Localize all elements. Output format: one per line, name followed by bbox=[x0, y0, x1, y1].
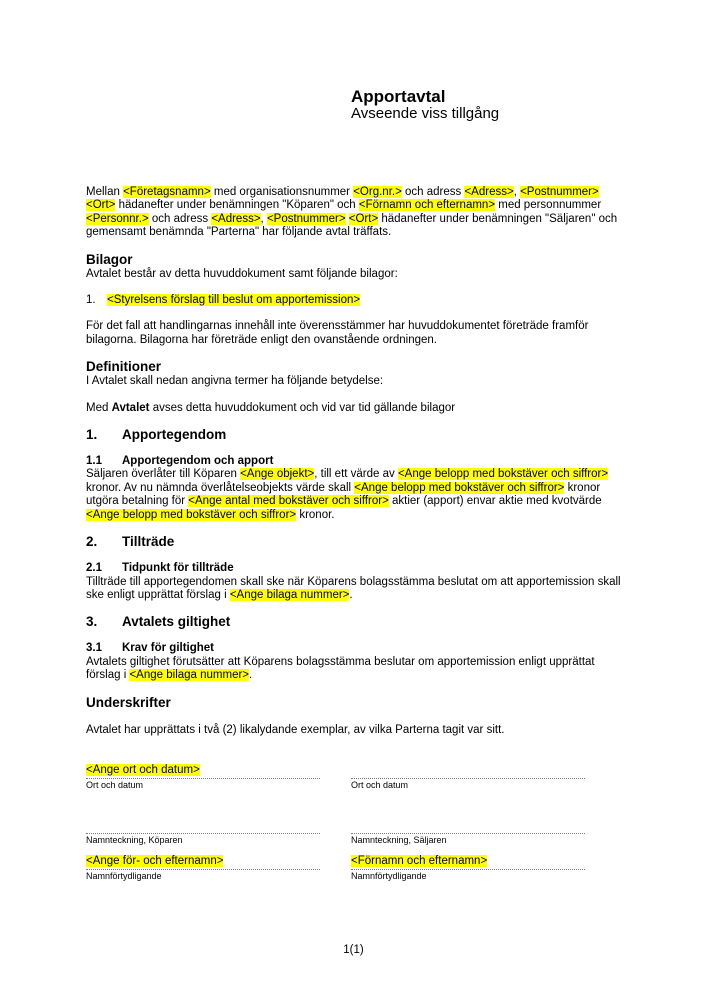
subsection-heading-2-1 bbox=[86, 562, 622, 575]
chapter-title: Apportegendom bbox=[122, 427, 227, 443]
placeholder-field[interactable]: <Förnamn och efternamn> bbox=[351, 854, 488, 867]
text-segment: kronor. Av nu nämnda överlåtelseobjekts värde skall bbox=[86, 481, 355, 494]
section-heading-underskrifter: Underskrifter bbox=[86, 694, 171, 710]
text-segment: Tillträde till apportegendomen skall ske när Köparens bolagsstämma beslutat om att apportemission skall ske enligt upprättat förslag i bbox=[86, 575, 621, 601]
placeholder-field[interactable]: <Ange objekt> bbox=[240, 468, 315, 481]
subsection-title: Krav för giltighet bbox=[122, 642, 215, 655]
placeholder-field[interactable]: <Ange belopp med bokstäver och siffror> bbox=[397, 468, 609, 481]
document-subtitle: Avseende viss tillgång bbox=[351, 105, 500, 122]
section-heading-bilagor: Bilagor bbox=[86, 251, 133, 267]
underskrifter-lead-paragraph: Avtalet har upprättats i två (2) likalydande exemplar, av vilka Parterna tagit var sitt. bbox=[86, 723, 505, 736]
subsection-title: Tidpunkt för tillträde bbox=[122, 562, 234, 575]
placeholder-field[interactable]: <Adress> bbox=[464, 186, 514, 198]
subsection-body-1-1 bbox=[86, 468, 622, 522]
placeholder-field[interactable]: <Org.nr.> bbox=[353, 186, 402, 198]
chapter-heading-1 bbox=[86, 427, 622, 443]
signature-label: Ort och datum bbox=[86, 779, 144, 790]
text-segment: Avtalets giltighet förutsätter att Köparens bolagsstämma beslutar om apportemission enligt upprättat förslag i bbox=[86, 655, 595, 682]
document-title: Apportavtal bbox=[351, 87, 446, 106]
placeholder-field[interactable]: <Personnr.> bbox=[86, 212, 149, 225]
signature-cell-seller-name bbox=[351, 833, 585, 882]
chapter-number: 2. bbox=[86, 534, 98, 550]
signature-label: Ort och datum bbox=[351, 779, 409, 790]
placeholder-field[interactable]: <Förnamn och efternamn> bbox=[358, 199, 496, 212]
section-heading-definitioner: Definitioner bbox=[86, 359, 162, 375]
bilagor-precedence-paragraph: För det fall att handlingarnas innehåll inte överensstämmer har huvuddokumentet företräde framför bilagorna. Bilagorna har företräde enligt den ovanstående ordningen. bbox=[86, 320, 589, 346]
signature-label: Namnförtydligande bbox=[351, 870, 427, 881]
placeholder-field[interactable]: <Företagsnamn> bbox=[123, 186, 211, 198]
signature-row-date bbox=[86, 764, 622, 791]
definitioner-lead-paragraph: I Avtalet skall nedan angivna termer ha följande betydelse: bbox=[86, 375, 384, 388]
text-segment: och adress bbox=[148, 212, 212, 225]
list-number: 1. bbox=[86, 294, 96, 307]
signature-cell-buyer-name bbox=[86, 833, 320, 882]
subsection-title: Apportegendom och apport bbox=[122, 455, 274, 468]
signature-line-date-seller[interactable] bbox=[351, 764, 585, 779]
signature-label: Namnförtydligande bbox=[86, 870, 162, 881]
text-segment: Mellan bbox=[86, 186, 124, 198]
intro-paragraph bbox=[86, 186, 622, 240]
placeholder-field[interactable]: <Ange belopp med bokstäver och siffror> bbox=[354, 481, 565, 494]
chapter-number: 1. bbox=[86, 427, 98, 443]
subsection-number: 1.1 bbox=[86, 455, 102, 468]
subsection-number: 3.1 bbox=[86, 642, 102, 655]
signature-label: Namnteckning, Köparen bbox=[86, 834, 183, 845]
text-segment: Säljaren överlåter till Köparen bbox=[86, 468, 241, 481]
text-segment: . bbox=[349, 588, 353, 601]
subsection-heading-1-1 bbox=[86, 455, 622, 468]
placeholder-field[interactable]: <Ange ort och datum> bbox=[86, 763, 200, 776]
chapter-number: 3. bbox=[86, 614, 98, 630]
bilagor-lead-paragraph: Avtalet består av detta huvuddokument samt följande bilagor: bbox=[86, 267, 398, 280]
placeholder-field[interactable]: <Ort> bbox=[86, 199, 116, 212]
chapter-title: Tillträde bbox=[122, 534, 175, 550]
text-segment: avses detta huvuddokument och vid var tid gällande bilagor bbox=[149, 401, 456, 414]
text-segment: hädanefter under benämningen "Säljaren" och gemensamt benämnda "Parterna" har följande avtal träffats. bbox=[86, 212, 618, 239]
text-segment: och adress bbox=[401, 186, 465, 198]
text-segment: . bbox=[249, 669, 253, 682]
placeholder-field[interactable]: <Styrelsens förslag till beslut om apportemission> bbox=[107, 294, 361, 307]
text-segment: , till ett värde av bbox=[314, 468, 398, 481]
text-segment: aktier (apport) envar aktie med kvotvärde bbox=[388, 495, 602, 508]
placeholder-field[interactable]: <Postnummer> bbox=[520, 186, 599, 198]
signature-label: Namnteckning, Säljaren bbox=[351, 834, 447, 845]
chapter-heading-2 bbox=[86, 534, 622, 550]
chapter-heading-3 bbox=[86, 614, 622, 630]
attachment-list-item bbox=[86, 294, 622, 307]
placeholder-field[interactable]: <Ange antal med bokstäver och siffror> bbox=[188, 495, 389, 508]
page-number-footer: 1(1) bbox=[343, 944, 364, 956]
placeholder-field[interactable]: <Ort> bbox=[348, 212, 379, 225]
signature-line-signature-buyer[interactable] bbox=[86, 833, 320, 834]
signature-cell-buyer-date bbox=[86, 764, 320, 791]
placeholder-field[interactable]: <Adress> bbox=[211, 212, 261, 225]
definition-paragraph bbox=[86, 402, 622, 415]
attachment-name bbox=[107, 294, 360, 306]
text-segment: kronor. bbox=[296, 508, 335, 521]
signature-row-names bbox=[86, 833, 622, 882]
signature-cell-seller-date bbox=[351, 764, 585, 791]
text-segment: med personnummer bbox=[495, 199, 602, 212]
text-segment: Med bbox=[86, 401, 112, 414]
signature-line-printed-name-buyer[interactable] bbox=[86, 855, 320, 870]
subsection-body-3-1 bbox=[86, 656, 622, 683]
placeholder-field[interactable]: <Ange för- och efternamn> bbox=[86, 854, 224, 867]
text-segment: , bbox=[513, 186, 521, 198]
placeholder-field[interactable]: <Postnummer> bbox=[266, 212, 346, 225]
signature-line-date-buyer[interactable] bbox=[86, 764, 320, 779]
title-block bbox=[351, 88, 622, 122]
chapter-title: Avtalets giltighet bbox=[122, 614, 231, 630]
placeholder-field[interactable]: <Ange belopp med bokstäver och siffror> bbox=[86, 508, 297, 521]
text-segment: hädanefter under benämningen "Köparen" och bbox=[115, 199, 359, 212]
subsection-number: 2.1 bbox=[86, 562, 102, 575]
subsection-heading-3-1 bbox=[86, 642, 622, 655]
text-segment: Avtalet bbox=[111, 401, 150, 414]
subsection-body-2-1 bbox=[86, 576, 622, 603]
placeholder-field[interactable]: <Ange bilaga nummer> bbox=[229, 588, 350, 601]
text-segment: , bbox=[260, 212, 267, 225]
text-segment: kronor utgöra betalning för bbox=[86, 481, 601, 508]
signature-line-signature-seller[interactable] bbox=[351, 833, 585, 834]
signature-line-printed-name-seller[interactable] bbox=[351, 855, 585, 870]
placeholder-field[interactable]: <Ange bilaga nummer> bbox=[129, 669, 250, 682]
text-segment: med organisationsnummer bbox=[210, 186, 354, 198]
